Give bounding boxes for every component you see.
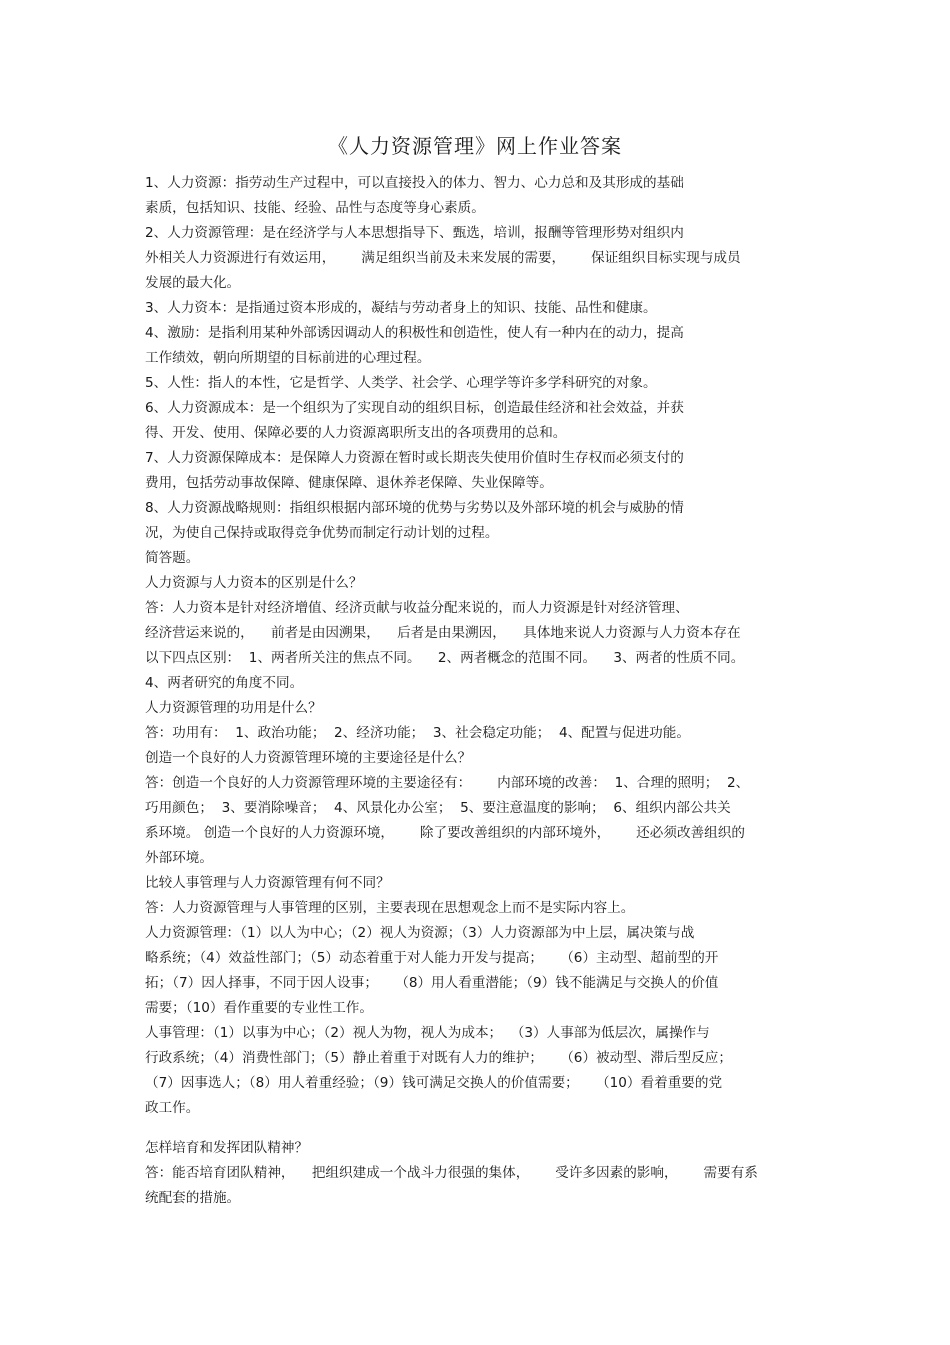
text-line: 2、人力资源管理：是在经济学与人本思想指导下、甄选，培训，报酬等管理形势对组织内 [145,225,684,241]
text-line: 7、人力资源保障成本：是保障人力资源在暂时或长期丧失使用价值时生存权而必须支付的 [145,450,684,466]
text-line: 素质，包括知识、技能、经验、品性与态度等身心素质。 [145,200,485,216]
text-line: 系环境。 创造一个良好的人力资源环境， 除了要改善组织的内部环境外， 还必须改善组织的 [145,825,745,841]
text-line: 怎样培育和发挥团队精神？ [145,1140,309,1156]
text-line: 工作绩效，朝向所期望的目标前进的心理过程。 [145,350,431,366]
text-line: 4、两者研究的角度不同。 [145,675,304,691]
text-line: 简答题。 [145,550,200,566]
text-line: 统配套的措施。 [145,1190,241,1206]
text-line [145,1121,825,1136]
text-line: 行政系统；（4）消费性部门；（5）静止着重于对既有人力的维护； （6）被动型、滞后型反应； [145,1050,732,1066]
text-line: 得、开发、使用、保障必要的人力资源离职所支出的各项费用的总和。 [145,425,567,441]
document-body [145,171,825,1211]
text-line: 5、人性：指人的本性，它是哲学、人类学、社会学、心理学等许多学科研究的对象。 [145,375,657,391]
text-line: 外相关人力资源进行有效运用， 满足组织当前及未来发展的需要， 保证组织目标实现与成员 [145,250,741,266]
text-line: 8、人力资源战略规则：指组织根据内部环境的优势与劣势以及外部环境的机会与威胁的情 [145,500,684,516]
text-line: 政工作。 [145,1100,200,1116]
text-line: 答：能否培育团队精神， 把组织建成一个战斗力很强的集体， 受许多因素的影响， 需要有系 [145,1165,758,1181]
text-line: 答：人力资本是针对经济增值、经济贡献与收益分配来说的，而人力资源是针对经济管理、 [145,600,689,616]
text-line: 费用，包括劳动事故保障、健康保障、退休养老保障、失业保障等。 [145,475,553,491]
text-line: 巧用颜色； 3、要消除噪音； 4、风景化办公室； 5、要注意温度的影响； 6、组织内部公共关 [145,800,731,816]
text-line: 需要；（10）看作重要的专业性工作。 [145,1000,373,1016]
text-line: 人力资源管理的功用是什么？ [145,700,322,716]
text-line: 发展的最大化。 [145,275,241,291]
text-line: 6、人力资源成本：是一个组织为了实现自动的组织目标，创造最佳经济和社会效益，并获 [145,400,684,416]
text-line: 况，为使自己保持或取得竞争优势而制定行动计划的过程。 [145,525,499,541]
text-line: 3、人力资本：是指通过资本形成的，凝结与劳动者身上的知识、技能、品性和健康。 [145,300,657,316]
text-line: 以下四点区别： 1、两者所关注的焦点不同。 2、两者概念的范围不同。 3、两者的性质不同。 [145,650,745,666]
text-line: 人事管理：（1）以事为中心；（2）视人为物，视人为成本； （3）人事部为低层次，属操作与 [145,1025,710,1041]
text-line: 答：创造一个良好的人力资源管理环境的主要途径有： 内部环境的改善： 1、合理的照明； 2、 [145,775,750,791]
text-line: 拓；（7）因人择事，不同于因人设事； （8）用人看重潜能；（9）钱不能满足与交换人的价值 [145,975,719,991]
text-line: 创造一个良好的人力资源管理环境的主要途径是什么？ [145,750,472,766]
text-line: 4、激励：是指利用某种外部诱因调动人的积极性和创造性，使人有一种内在的动力，提高 [145,325,684,341]
text-line: 人力资源管理：（1）以人为中心；（2）视人为资源；（3）人力资源部为中上层，属决策与战 [145,925,695,941]
text-line: 经济营运来说的， 前者是由因溯果， 后者是由果溯因， 具体地来说人力资源与人力资本存在 [145,625,741,641]
text-line: 略系统；（4）效益性部门；（5）动态着重于对人能力开发与提高； （6）主动型、超前型的开 [145,950,719,966]
text-line: 比较人事管理与人力资源管理有何不同？ [145,875,390,891]
text-line: 人力资源与人力资本的区别是什么？ [145,575,363,591]
document-title: 《人力资源管理》网上作业答案 [328,134,622,158]
text-line: 答：功用有： 1、政治功能； 2、经济功能； 3、社会稳定功能； 4、配置与促进功能。 [145,725,690,741]
text-line: 1、人力资源：指劳动生产过程中，可以直接投入的体力、智力、心力总和及其形成的基础 [145,175,684,191]
text-line: 答：人力资源管理与人事管理的区别，主要表现在思想观念上而不是实际内容上。 [145,900,635,916]
text-line: （7）因事选人；（8）用人着重经验；（9）钱可满足交换人的价值需要； （10）看着重要的党 [145,1075,723,1091]
text-line: 外部环境。 [145,850,213,866]
